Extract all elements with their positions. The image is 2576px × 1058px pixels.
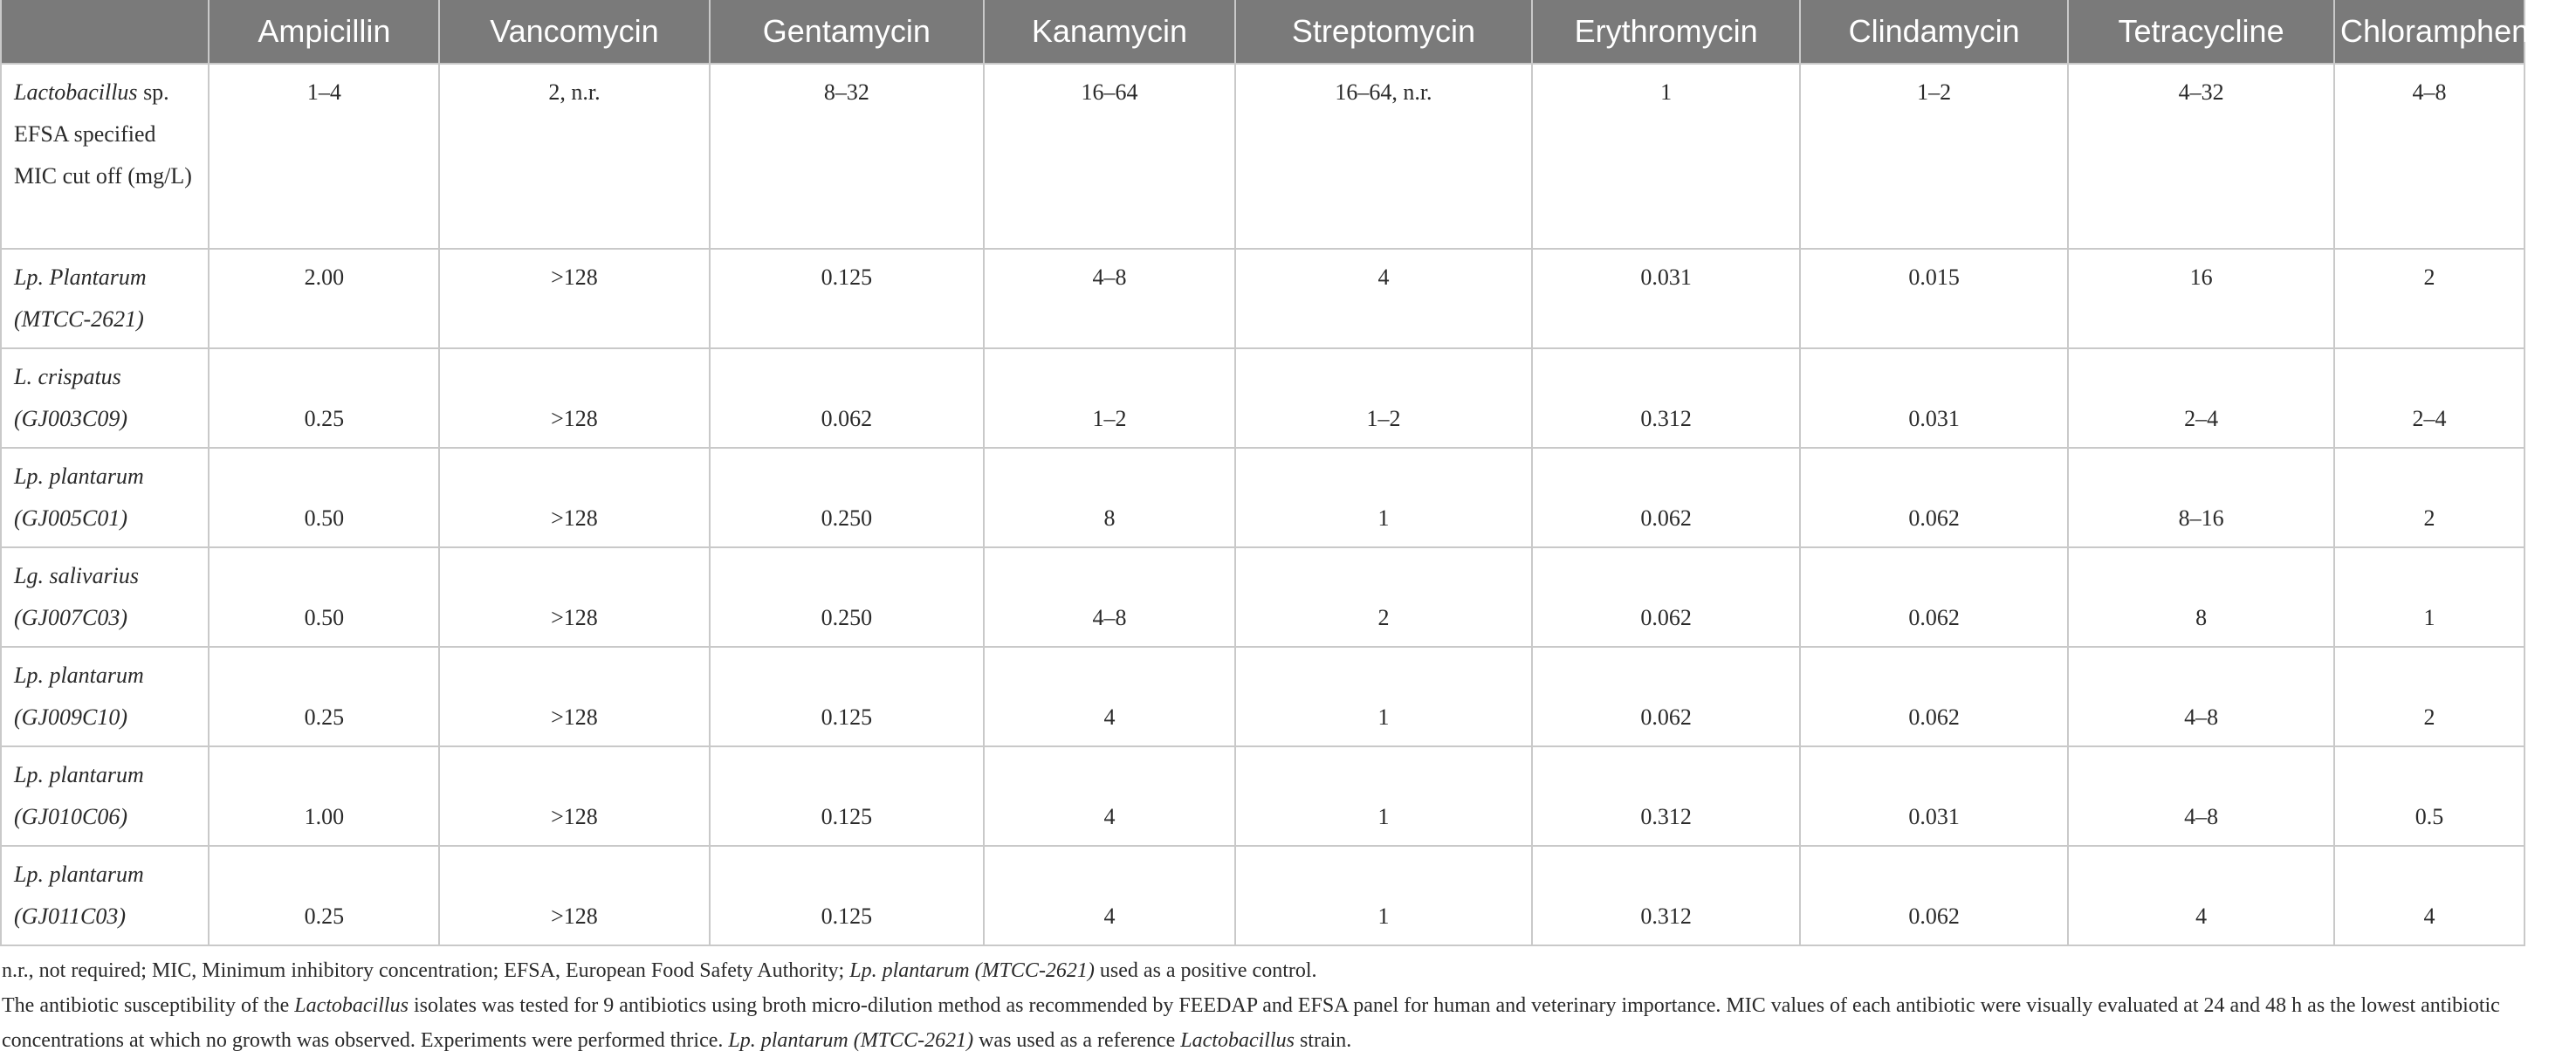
header-cell-clindamycin: Clindamycin (1800, 0, 2068, 64)
row-label-organism: Lactobacillus (14, 79, 138, 105)
cell-vancomycin: >128 (439, 647, 709, 746)
cell-chloramphenicol: 2 (2334, 647, 2524, 746)
cell-kanamycin: 4–8 (984, 547, 1235, 647)
header-cell-corner (1, 0, 209, 64)
cell-clindamycin: 0.062 (1800, 647, 2068, 746)
cell-clindamycin: 0.031 (1800, 746, 2068, 846)
cell-erythromycin: 1 (1532, 64, 1800, 249)
table-row (1, 64, 2524, 249)
cell-vancomycin: >128 (439, 249, 709, 348)
cell-erythromycin: 0.312 (1532, 348, 1800, 448)
cell-kanamycin: 4–8 (984, 249, 1235, 348)
row-label-organism: Lp. plantarum (GJ011C03) (14, 862, 144, 929)
cell-erythromycin: 0.062 (1532, 448, 1800, 547)
cell-chloramphenicol: 0.5 (2334, 746, 2524, 846)
cell-tetracycline: 4–8 (2068, 746, 2334, 846)
row-label-organism: Lp. plantarum (GJ005C01) (14, 464, 144, 531)
cell-vancomycin: >128 (439, 547, 709, 647)
footnote-abbrev-tail: used as a positive control. (1094, 959, 1317, 982)
cell-ampicillin: 0.50 (209, 547, 439, 647)
table-footnotes (0, 946, 2516, 1058)
cell-chloramphenicol: 4 (2334, 846, 2524, 945)
cell-ampicillin: 1–4 (209, 64, 439, 249)
table-row (1, 647, 2524, 746)
cell-clindamycin: 0.062 (1800, 846, 2068, 945)
table-row (1, 448, 2524, 547)
row-label (1, 647, 209, 746)
cell-erythromycin: 0.062 (1532, 647, 1800, 746)
row-label (1, 746, 209, 846)
footnote-abbrev-strain: Lp. plantarum (MTCC-2621) (849, 959, 1095, 982)
cell-kanamycin: 4 (984, 647, 1235, 746)
cell-tetracycline: 4–32 (2068, 64, 2334, 249)
cell-gentamycin: 0.125 (710, 746, 985, 846)
cell-clindamycin: 0.015 (1800, 249, 2068, 348)
cell-clindamycin: 1–2 (1800, 64, 2068, 249)
cell-streptomycin: 1 (1235, 746, 1532, 846)
footnote-abbreviations (2, 953, 2516, 988)
header-cell-chloramphenicol: Chloramphenicol (2334, 0, 2524, 64)
row-label-organism: L. crispatus (GJ003C09) (14, 364, 127, 431)
cell-erythromycin: 0.312 (1532, 846, 1800, 945)
cell-streptomycin: 1–2 (1235, 348, 1532, 448)
cell-gentamycin: 0.062 (710, 348, 985, 448)
cell-gentamycin: 0.250 (710, 547, 985, 647)
cell-vancomycin: >128 (439, 746, 709, 846)
cell-clindamycin: 0.062 (1800, 448, 2068, 547)
header-cell-vancomycin: Vancomycin (439, 0, 709, 64)
cell-ampicillin: 0.25 (209, 348, 439, 448)
table-body (1, 64, 2524, 945)
table-row (1, 249, 2524, 348)
row-label (1, 448, 209, 547)
footnote-abbrev-text: n.r., not required; MIC, Minimum inhibitory concentration; EFSA, European Food Safety Authority; (2, 959, 850, 982)
table-row (1, 746, 2524, 846)
cell-tetracycline: 4 (2068, 846, 2334, 945)
cell-chloramphenicol: 2 (2334, 448, 2524, 547)
row-label-organism: Lp. plantarum (GJ009C10) (14, 663, 144, 730)
cell-kanamycin: 4 (984, 846, 1235, 945)
cell-tetracycline: 2–4 (2068, 348, 2334, 448)
header-cell-tetracycline: Tetracycline (2068, 0, 2334, 64)
cell-kanamycin: 8 (984, 448, 1235, 547)
cell-chloramphenicol: 4–8 (2334, 64, 2524, 249)
cell-gentamycin: 0.125 (710, 249, 985, 348)
cell-gentamycin: 8–32 (710, 64, 985, 249)
cell-vancomycin: >128 (439, 448, 709, 547)
row-label (1, 547, 209, 647)
cell-streptomycin: 1 (1235, 846, 1532, 945)
row-label (1, 348, 209, 448)
cell-vancomycin: >128 (439, 348, 709, 448)
cell-gentamycin: 0.125 (710, 647, 985, 746)
footnote-method-genus-1: Lactobacillus (294, 994, 409, 1017)
row-label-detail: sp. EFSA specified MIC cut off (mg/L) (14, 79, 192, 189)
table-row (1, 547, 2524, 647)
cell-erythromycin: 0.062 (1532, 547, 1800, 647)
cell-streptomycin: 4 (1235, 249, 1532, 348)
cell-chloramphenicol: 2 (2334, 249, 2524, 348)
cell-chloramphenicol: 2–4 (2334, 348, 2524, 448)
footnote-method-genus-2: Lactobacillus (1180, 1029, 1295, 1052)
table-row (1, 348, 2524, 448)
footnote-method-strain: Lp. plantarum (MTCC-2621) (728, 1029, 974, 1052)
footnote-method-a: The antibiotic susceptibility of the (2, 994, 295, 1017)
cell-erythromycin: 0.031 (1532, 249, 1800, 348)
cell-gentamycin: 0.250 (710, 448, 985, 547)
footnote-method (2, 988, 2516, 1058)
cell-kanamycin: 1–2 (984, 348, 1235, 448)
cell-ampicillin: 0.25 (209, 846, 439, 945)
row-label (1, 846, 209, 945)
header-cell-gentamycin: Gentamycin (710, 0, 985, 64)
header-cell-ampicillin: Ampicillin (209, 0, 439, 64)
cell-tetracycline: 16 (2068, 249, 2334, 348)
header-cell-erythromycin: Erythromycin (1532, 0, 1800, 64)
row-label (1, 64, 209, 249)
cell-ampicillin: 1.00 (209, 746, 439, 846)
row-label (1, 249, 209, 348)
row-label-organism: Lp. plantarum (GJ010C06) (14, 762, 144, 829)
footnote-method-c: was used as a reference (973, 1029, 1181, 1052)
cell-streptomycin: 1 (1235, 647, 1532, 746)
header-cell-streptomycin: Streptomycin (1235, 0, 1532, 64)
cell-streptomycin: 1 (1235, 448, 1532, 547)
cell-gentamycin: 0.125 (710, 846, 985, 945)
cell-ampicillin: 0.50 (209, 448, 439, 547)
cell-vancomycin: >128 (439, 846, 709, 945)
cell-ampicillin: 2.00 (209, 249, 439, 348)
header-cell-kanamycin: Kanamycin (984, 0, 1235, 64)
table-row (1, 846, 2524, 945)
row-label-organism: Lg. salivarius (GJ007C03) (14, 563, 140, 630)
cell-vancomycin: 2, n.r. (439, 64, 709, 249)
cell-kanamycin: 16–64 (984, 64, 1235, 249)
footnote-method-d: strain. (1294, 1029, 1352, 1052)
cell-erythromycin: 0.312 (1532, 746, 1800, 846)
cell-tetracycline: 8–16 (2068, 448, 2334, 547)
cell-kanamycin: 4 (984, 746, 1235, 846)
cell-chloramphenicol: 1 (2334, 547, 2524, 647)
footnote-method-b: isolates was tested for 9 antibiotics using broth micro-dilution method as recommended by FEEDAP and EFSA panel for human and veterinary importance. MIC values of each antibiotic were visually evaluated at 24 and 48 h as the lowest antibiotic concentrations at which no growth was observed. Experiments were performed thrice. (2, 994, 2500, 1052)
cell-tetracycline: 8 (2068, 547, 2334, 647)
cell-streptomycin: 2 (1235, 547, 1532, 647)
cell-clindamycin: 0.062 (1800, 547, 2068, 647)
cell-streptomycin: 16–64, n.r. (1235, 64, 1532, 249)
cell-ampicillin: 0.25 (209, 647, 439, 746)
header-row (1, 0, 2524, 64)
cell-clindamycin: 0.031 (1800, 348, 2068, 448)
cell-tetracycline: 4–8 (2068, 647, 2334, 746)
row-label-organism: Lp. Plantarum (MTCC-2621) (14, 264, 147, 332)
